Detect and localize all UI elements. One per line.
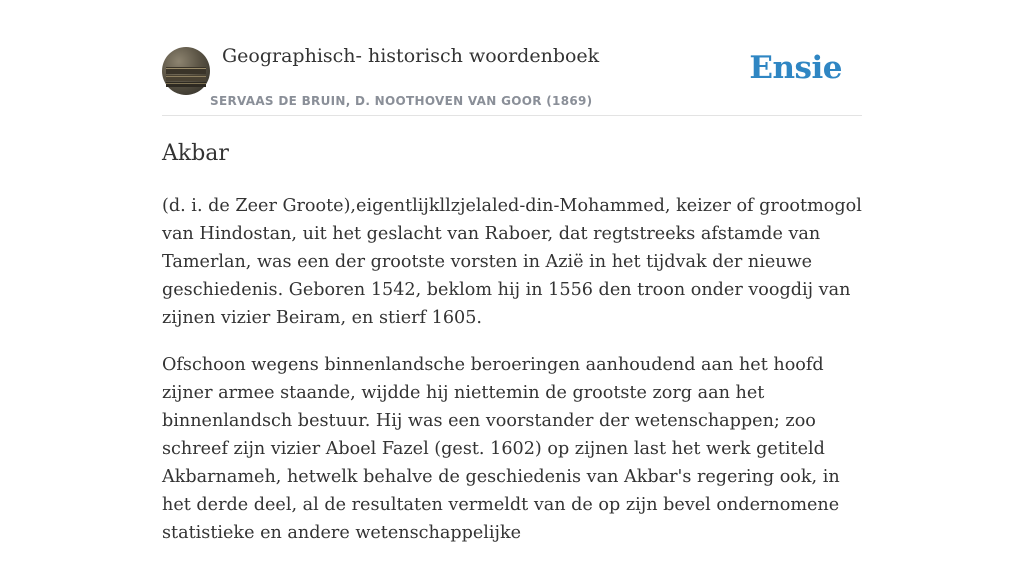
entry-paragraph: (d. i. de Zeer Groote),eigentlijkllzjelaled-din-Mohammed, keizer of grootmogol van Hindostan, uit het geslacht van Raboer, dat regtstreeks afstamde van Tamerlan, was een der grootste vorsten in Azië in het tijdvak der nieuwe geschiedenis. Geboren 1542, beklom hij in 1556 den troon onder voogdij van zijnen vizier Beiram, en stierf 1605. — [162, 196, 862, 328]
entry-paragraph: Ofschoon wegens binnenlandsche beroeringen aanhoudend aan het hoofd zijner armee staande, wijdde hij niettemin de grootste zorg aan het binnenlandsch bestuur. Hij was een voorstander der wetenschappen; zoo schreef zijn vizier Aboel Fazel (gest. 1602) op zijnen last het werk getiteld Akbarnameh, hetwelk behalve de geschiedenis van Akbar's regering ook, in het derde deel, al de resultaten vermeldt van de op zijn bevel ondernomene statistieke en andere wetenschappelijke — [162, 355, 840, 543]
book-thumbnail-icon[interactable] — [162, 47, 210, 95]
book-spines-image — [162, 47, 210, 95]
entry-title: Akbar — [162, 141, 229, 166]
book-title-link[interactable]: Geographisch- historisch woordenboek — [222, 45, 600, 67]
page-container — [162, 0, 862, 543]
book-authors: SERVAAS DE BRUIN, D. NOOTHOVEN VAN GOOR (1869) — [210, 94, 593, 108]
book-header — [162, 0, 862, 116]
ensie-logo[interactable]: Ensie — [749, 50, 842, 86]
entry-body — [162, 192, 862, 566]
